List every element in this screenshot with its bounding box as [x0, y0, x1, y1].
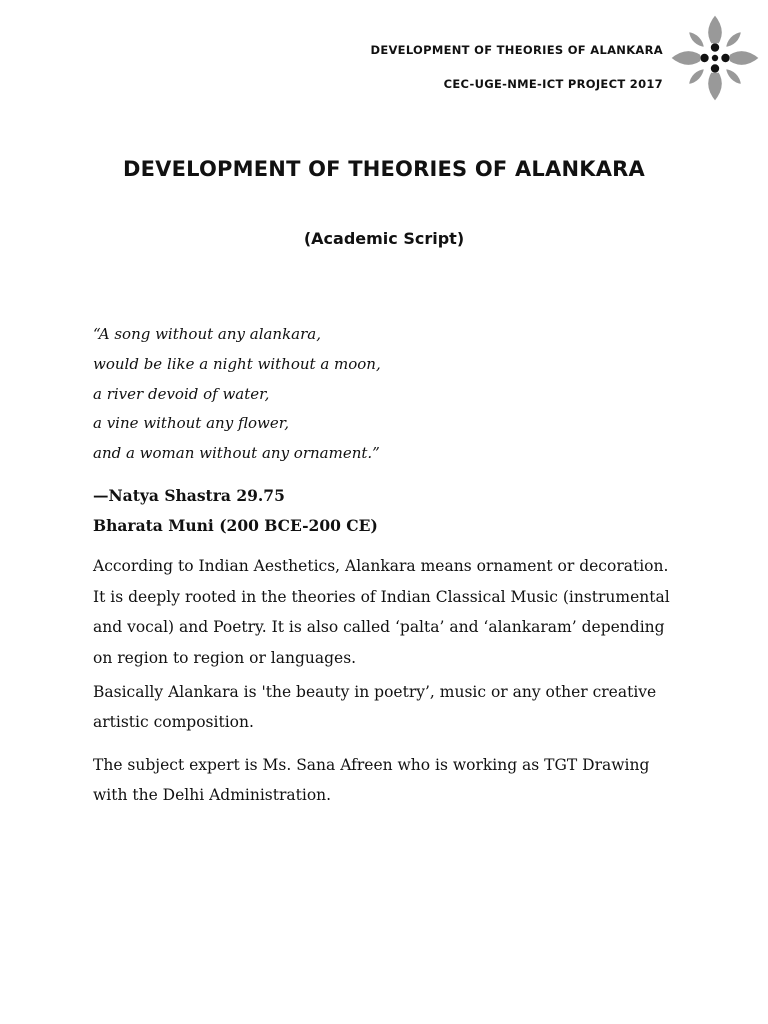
quote-attribution	[93, 481, 693, 540]
header-project: CEC-UGE-NME-ICT PROJECT 2017	[443, 77, 663, 91]
document-subtitle: (Academic Script)	[303, 229, 465, 248]
paragraph: Basically Alankara is 'the beauty in poetry’, music or any other creative artistic composition.	[93, 683, 657, 731]
attribution-source: —Natya Shastra 29.75	[93, 486, 285, 505]
cec-lotus-logo-icon	[668, 12, 762, 104]
paragraph: According to Indian Aesthetics, Alankara means ornament or decoration. It is deeply rooted in the theories of Indian Classical Music (instrumental and vocal) and Poetry. It is also called ‘palta’ and ‘alankaram’ depending on region to region or languages.	[93, 557, 670, 667]
quote-line: would be like a night without a moon,	[93, 354, 381, 373]
paragraph: The subject expert is Ms. Sana Afreen who is working as TGT Drawing with the Delhi Administration.	[93, 756, 650, 804]
quote-line: and a woman without any ornament.”	[93, 444, 380, 463]
document-title: DEVELOPMENT OF THEORIES OF ALANKARA	[123, 157, 645, 181]
quote-line: a vine without any flower,	[93, 414, 289, 433]
attribution-author: Bharata Muni (200 BCE-200 CE)	[93, 515, 378, 535]
epigraph-quote	[93, 320, 693, 469]
quote-line: “A song without any alankara,	[93, 325, 322, 343]
quote-line: a river devoid of water,	[93, 384, 270, 403]
header-title: DEVELOPMENT OF THEORIES OF ALANKARA	[370, 43, 663, 57]
